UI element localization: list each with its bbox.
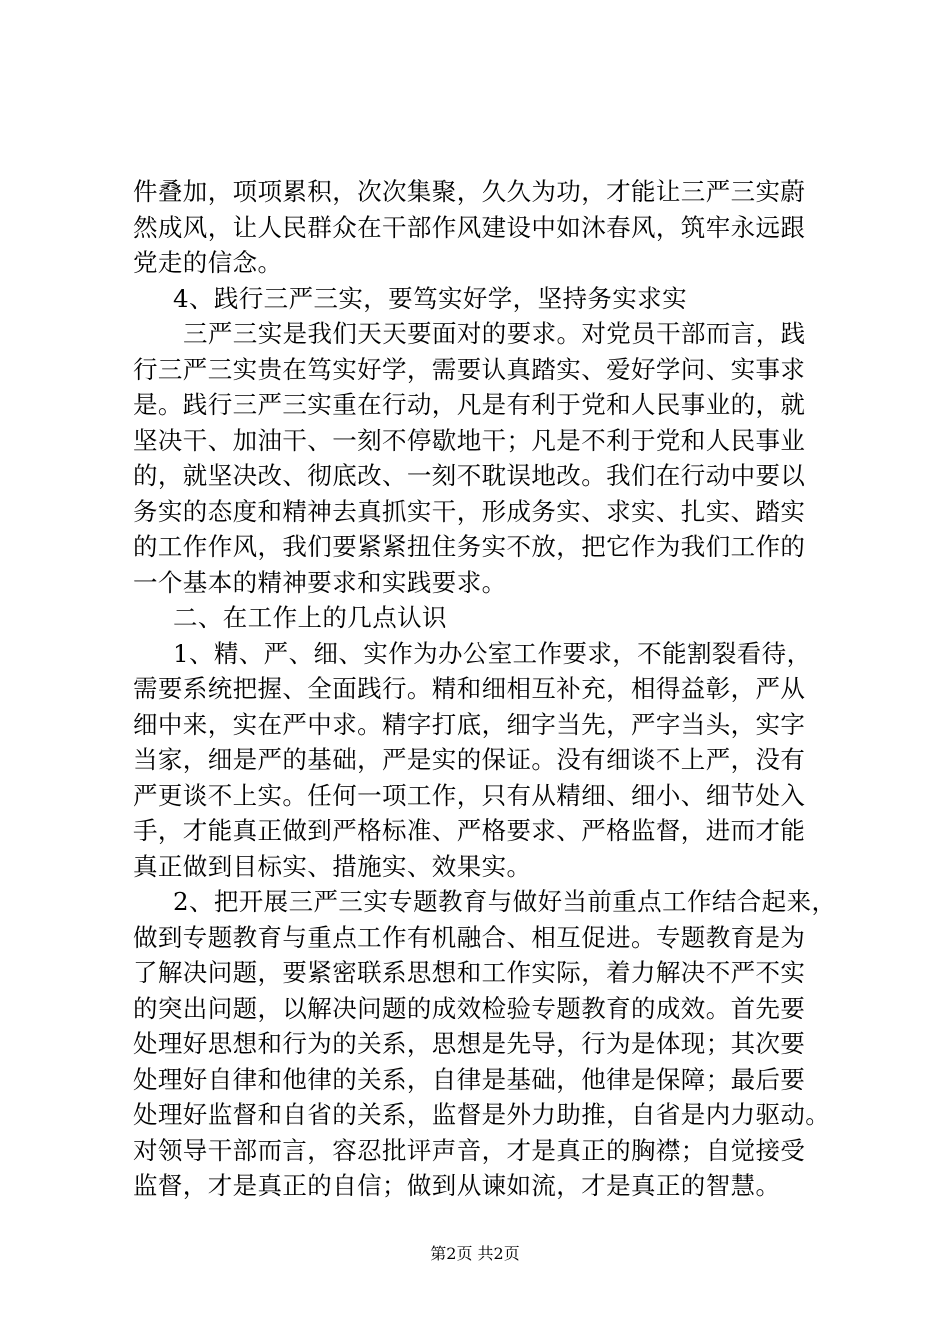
text-line: 件叠加，项项累积，次次集聚，久久为功，才能让三严三实蔚 xyxy=(133,177,806,206)
document-body xyxy=(133,174,837,1204)
text-line: 的突出问题，以解决问题的成效检验专题教育的成效。首先要 xyxy=(133,993,806,1023)
text-line: 需要系统把握、全面践行。精和细相互补充，相得益彰，严从 xyxy=(133,674,806,703)
text-line: 做到专题教育与重点工作有机融合、相互促进。专题教育是为 xyxy=(133,922,806,952)
text-line: 了解决问题，要紧密联系思想和工作实际，着力解决不严不实 xyxy=(133,958,806,987)
text-line: 细中来，实在严中求。精字打底，细字当先，严字当头，实字 xyxy=(133,709,806,739)
text-line: 2、把开展三严三实专题教育与做好当前重点工作结合起来， xyxy=(173,887,837,916)
text-line: 处理好思想和行为的关系，思想是先导，行为是体现；其次要 xyxy=(133,1029,806,1058)
text-line: 严更谈不上实。任何一项工作，只有从精细、细小、细节处入 xyxy=(133,780,806,810)
text-line: 坚决干、加油干、一刻不停歇地干；凡是不利于党和人民事业 xyxy=(133,425,806,455)
text-line: 对领导干部而言，容忍批评声音，才是真正的胸襟；自觉接受 xyxy=(133,1135,806,1165)
text-line: 然成风，让人民群众在干部作风建设中如沐春风，筑牢永远跟 xyxy=(133,212,806,242)
text-line: 的工作作风，我们要紧紧扭住务实不放，把它作为我们工作的 xyxy=(133,532,806,561)
text-line: 是。践行三严三实重在行动，凡是有利于党和人民事业的，就 xyxy=(133,390,806,419)
text-line: 当家，细是严的基础，严是实的保证。没有细谈不上严，没有 xyxy=(133,745,806,774)
text-line: 处理好监督和自省的关系，监督是外力助推，自省是内力驱动。 xyxy=(133,1100,831,1129)
text-line: 真正做到目标实、措施实、效果实。 xyxy=(133,851,532,881)
text-line: 三严三实是我们天天要面对的要求。对党员干部而言，践 xyxy=(183,319,806,348)
text-line: 4、践行三严三实，要笃实好学，坚持务实求实 xyxy=(173,283,687,313)
text-line: 二、在工作上的几点认识 xyxy=(173,603,447,632)
text-line: 一个基本的精神要求和实践要求。 xyxy=(133,567,507,597)
text-line: 监督，才是真正的自信；做到从谏如流，才是真正的智慧。 xyxy=(133,1171,781,1200)
text-line: 处理好自律和他律的关系，自律是基础，他律是保障；最后要 xyxy=(133,1064,806,1094)
text-line: 党走的信念。 xyxy=(133,248,283,277)
text-line: 务实的态度和精神去真抓实干，形成务实、求实、扎实、踏实 xyxy=(133,496,806,526)
text-line: 行三严三实贵在笃实好学，需要认真踏实、爱好学问、实事求 xyxy=(133,354,806,384)
page-footer: 第2页 共2页 xyxy=(430,1244,520,1263)
text-line: 的，就坚决改、彻底改、一刻不耽误地改。我们在行动中要以 xyxy=(133,461,806,490)
text-line: 手，才能真正做到严格标准、严格要求、严格监督，进而才能 xyxy=(133,816,806,845)
text-line: 1、精、严、细、实作为办公室工作要求，不能割裂看待， xyxy=(173,638,812,668)
